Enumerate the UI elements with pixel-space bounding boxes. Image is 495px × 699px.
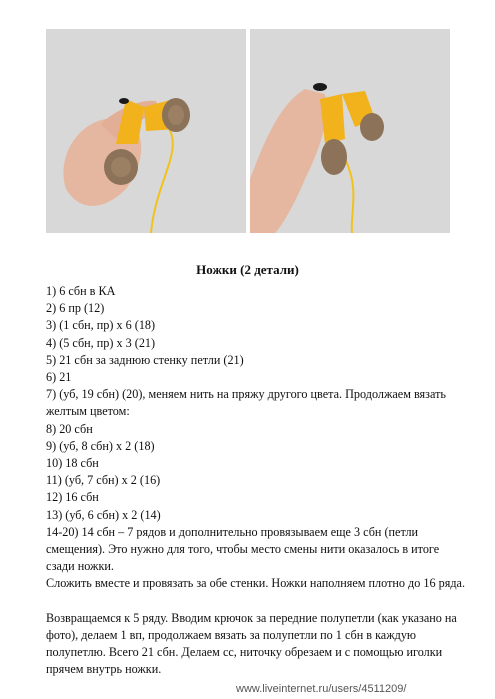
crochet-legs-photo-icon <box>250 29 450 233</box>
watermark-text: www.liveinternet.ru/users/4511209/ <box>236 683 407 695</box>
final-paragraph: Возвращаемся к 5 ряду. Вводим крючок за передние полупетли (как указано на фото), делаем 1 вп, продолжаем вязать за полупетли по 1 сбн в каждую полупетлю. Всего 21 сбн. Делаем сс, ниточку обрезаем и с помощью иголки прячем внутрь ножки. <box>46 610 457 677</box>
list-item: 7) (уб, 19 сбн) (20), меняем нить на пряжу другого цвета. Продолжаем вязать желтым цветом: <box>46 387 446 419</box>
list-item: 8) 20 сбн <box>46 421 93 436</box>
crochet-legs-photo-icon <box>46 29 246 233</box>
list-item: 10) 18 сбн <box>46 456 99 471</box>
photo-strip <box>46 29 450 233</box>
list-item: 14-20) 14 сбн – 7 рядов и дополнительно провязываем еще 3 сбн (петли смещения). Это нужно для того, чтобы место смены нити оказалось в итоге сзади ножки. <box>46 524 440 574</box>
list-item: 12) 16 сбн <box>46 490 99 505</box>
list-item: 6) 21 <box>46 370 72 385</box>
list-item: Сложить вместе и провязать за обе стенки. Ножки наполняем плотно до 16 ряда. <box>46 576 465 591</box>
list-item: 1) 6 сбн в КА <box>46 284 116 298</box>
pattern-steps <box>46 283 466 678</box>
list-item: 2) 6 пр (12) <box>46 301 105 316</box>
list-item: 4) (5 сбн, пр) х 3 (21) <box>46 335 156 350</box>
list-item: 11) (уб, 7 сбн) х 2 (16) <box>46 473 161 488</box>
list-item: 5) 21 сбн за заднюю стенку петли (21) <box>46 352 244 367</box>
list-item: 9) (уб, 8 сбн) х 2 (18) <box>46 438 155 453</box>
photo-left <box>46 29 246 233</box>
list-item: 13) (уб, 6 сбн) х 2 (14) <box>46 507 161 522</box>
divider <box>46 593 466 610</box>
section-title: Ножки (2 детали) <box>196 262 299 277</box>
photo-right <box>250 29 450 233</box>
list-item: 3) (1 сбн, пр) х 6 (18) <box>46 318 156 333</box>
